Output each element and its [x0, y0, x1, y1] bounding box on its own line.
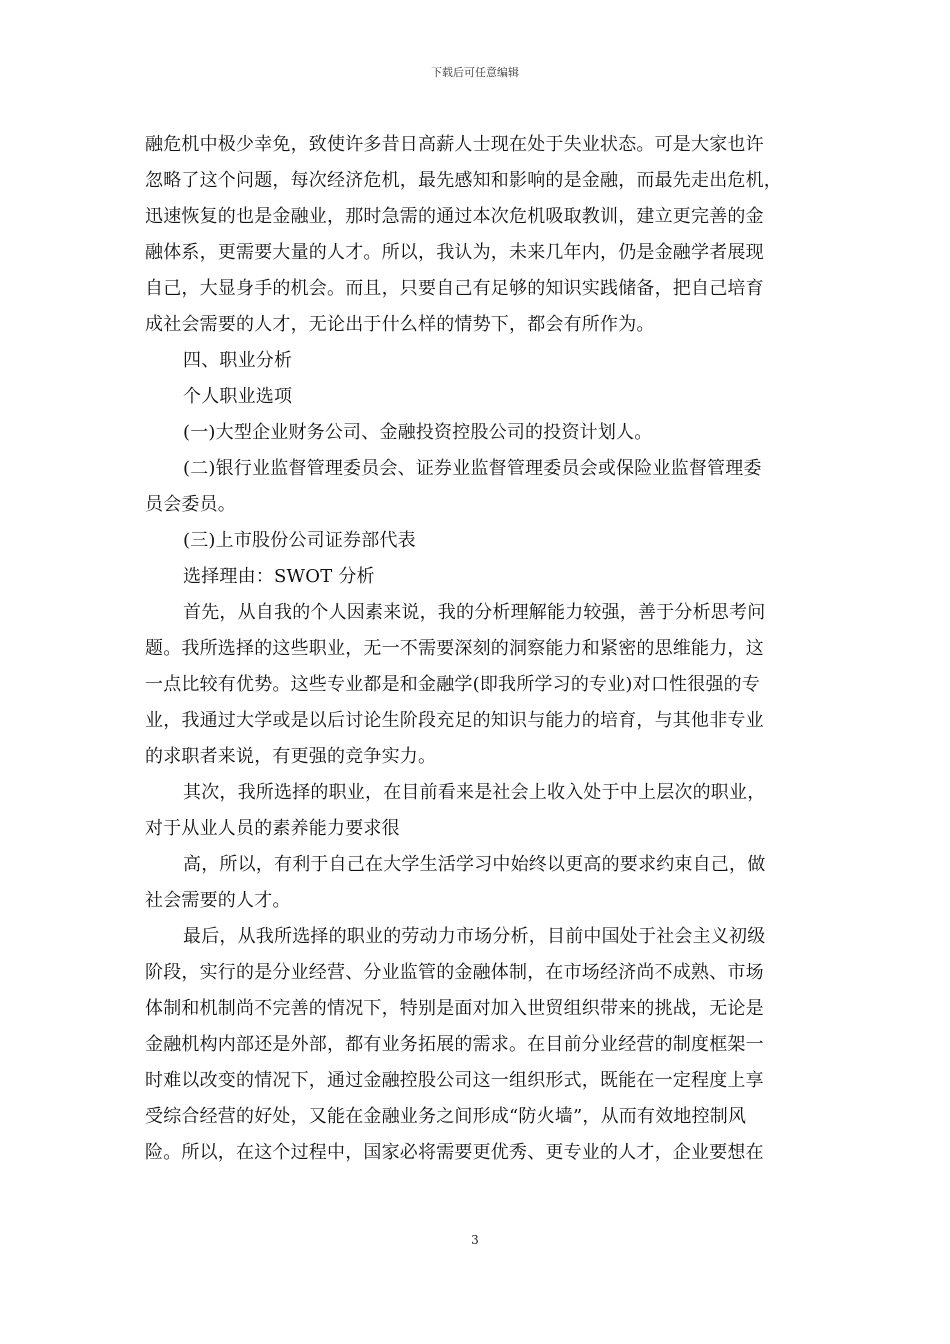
text-line: 高，所以，有利于自己在大学生活学习中始终以更高的要求约束自己，做: [183, 854, 766, 875]
text-line: 受综合经营的好处，又能在金融业务之间形成“防火墙”，从而有效地控制风: [145, 1106, 747, 1127]
text-line: 社会需要的人才。: [145, 890, 291, 911]
text-line: 自己，大显身手的机会。而且，只要自己有足够的知识实践储备，把自己培育: [145, 278, 764, 299]
text-line: 首先，从自我的个人因素来说，我的分析理解能力较强，善于分析思考问: [183, 602, 766, 623]
text-line: 体制和机制尚不完善的情况下，特别是面对加入世贸组织带来的挑战，无论是: [145, 998, 764, 1019]
text-line: 个人职业选项: [183, 386, 293, 407]
text-line: 忽略了这个问题，每次经济危机，最先感知和影响的是金融，而最先走出危机，: [145, 170, 782, 191]
text-line: 金融机构内部还是外部，都有业务拓展的需求。在目前分业经营的制度框架一: [145, 1034, 764, 1055]
text-line: 最后，从我所选择的职业的劳动力市场分析，目前中国处于社会主义初级: [183, 926, 766, 947]
text-line: 其次，我所选择的职业，在目前看来是社会上收入处于中上层次的职业，: [183, 782, 766, 803]
document-body: [145, 127, 805, 1171]
text-line: 险。所以，在这个过程中，国家必将需要更优秀、更专业的人才，企业要想在: [145, 1142, 764, 1163]
text-line: (二)银行业监督管理委员会、证券业监督管理委员会或保险业监督管理委: [183, 458, 762, 479]
text-line: (一)大型企业财务公司、金融投资控股公司的投资计划人。: [183, 422, 653, 443]
text-line: 一点比较有优势。这些专业都是和金融学(即我所学习的专业)对口性很强的专: [145, 674, 761, 695]
text-line: 题。我所选择的这些职业，无一不需要深刻的洞察能力和紧密的思维能力，这: [145, 638, 764, 659]
page-number: 3: [471, 1233, 479, 1247]
text-line: 的求职者来说，有更强的竞争实力。: [145, 746, 437, 767]
text-line: 选择理由：SWOT 分析: [183, 566, 375, 587]
text-line: (三)上市股份公司证券部代表: [183, 530, 416, 551]
text-line: 业，我通过大学或是以后讨论生阶段充足的知识与能力的培育，与其他非专业: [145, 710, 764, 731]
text-line: 时难以改变的情况下，通过金融控股公司这一组织形式，既能在一定程度上享: [145, 1070, 764, 1091]
text-line: 对于从业人员的素养能力要求很: [145, 818, 400, 839]
text-line: 成社会需要的人才，无论出于什么样的情势下，都会有所作为。: [145, 314, 655, 335]
text-line: 融危机中极少幸免，致使许多昔日高薪人士现在处于失业状态。可是大家也许: [145, 134, 764, 155]
text-line: 四、职业分析: [183, 350, 293, 371]
page-header: 下载后可任意编辑: [431, 66, 519, 79]
text-line: 迅速恢复的也是金融业，那时急需的通过本次危机吸取教训，建立更完善的金: [145, 206, 764, 227]
text-line: 员会委员。: [145, 494, 236, 515]
text-line: 阶段，实行的是分业经营、分业监管的金融体制，在市场经济尚不成熟、市场: [145, 962, 764, 983]
text-line: 融体系，更需要大量的人才。所以，我认为，未来几年内，仍是金融学者展现: [145, 242, 764, 263]
